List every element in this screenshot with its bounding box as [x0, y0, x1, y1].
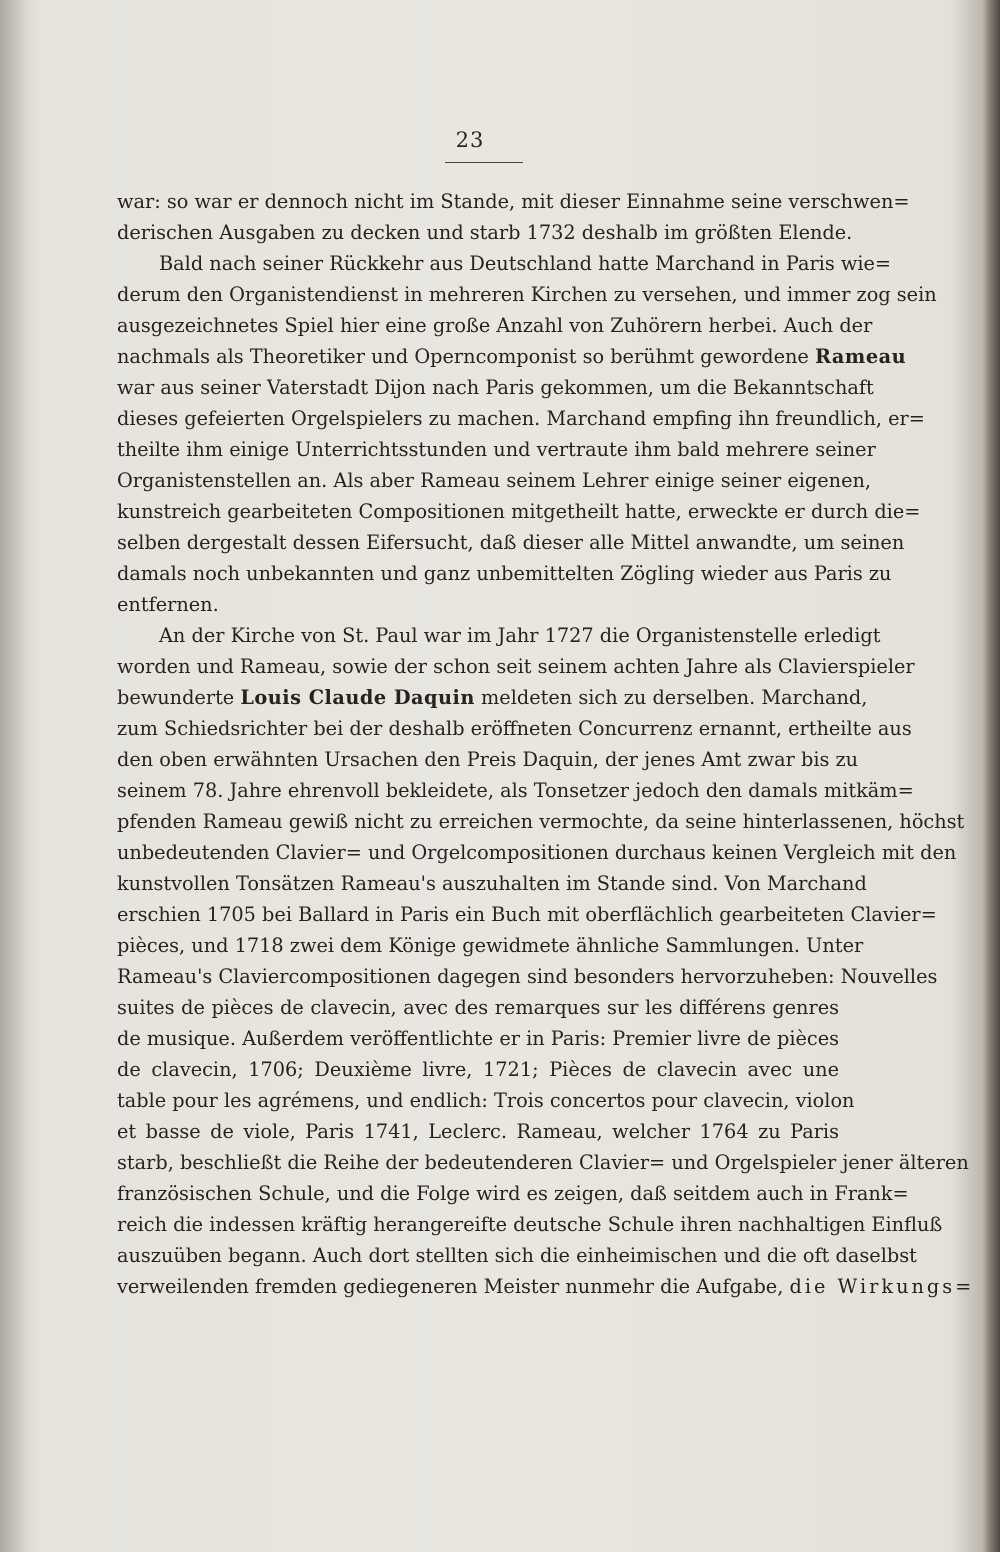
text-line	[117, 1271, 975, 1302]
page-edge-shadow	[982, 0, 1000, 1552]
text-run: verweilenden fremden gediegeneren Meister nunmehr die Aufgabe,	[117, 1275, 790, 1298]
text-line: selben dergestalt dessen Eifersucht, daß dieser alle Mittel anwandte, um seinen	[117, 531, 905, 554]
text-line: et basse de viole, Paris 1741, Leclerc. Rameau, welcher 1764 zu Paris	[117, 1120, 839, 1143]
text-line: französischen Schule, und die Folge wird es zeigen, daß seitdem auch in Frank=	[117, 1182, 909, 1205]
body-text	[117, 186, 975, 1302]
text-line: theilte ihm einige Unterrichtsstunden und vertraute ihm bald mehrere seiner	[117, 438, 876, 461]
text-line: pièces, und 1718 zwei dem Könige gewidmete ähnliche Sammlungen. Unter	[117, 934, 864, 957]
text-line: ausgezeichnetes Spiel hier eine große Anzahl von Zuhörern herbei. Auch der	[117, 314, 873, 337]
text-line: erschien 1705 bei Ballard in Paris ein Buch mit oberflächlich gearbeiteten Clavier=	[117, 903, 937, 926]
header-rule	[445, 162, 523, 163]
text-line: starb, beschließt die Reihe der bedeutenderen Clavier= und Orgelspieler jener älteren	[117, 1151, 969, 1174]
text-line: kunstreich gearbeiteten Compositionen mitgetheilt hatte, erweckte er durch die=	[117, 500, 921, 523]
binding-shadow	[0, 0, 26, 1552]
text-line: entfernen.	[117, 593, 219, 616]
text-line: unbedeutenden Clavier= und Orgelcompositionen durchaus keinen Vergleich mit den	[117, 841, 957, 864]
text-line: An der Kirche von St. Paul war im Jahr 1727 die Organistenstelle erledigt	[159, 624, 881, 647]
text-line: Rameau's Claviercompositionen dagegen sind besonders hervorzuheben: Nouvelles	[117, 965, 938, 988]
text-run: nachmals als Theoretiker und Operncomponist so berühmt gewordene	[117, 345, 815, 368]
text-line: den oben erwähnten Ursachen den Preis Daquin, der jenes Amt zwar bis zu	[117, 748, 859, 771]
text-line: Organistenstellen an. Als aber Rameau seinem Lehrer einige seiner eigenen,	[117, 469, 872, 492]
text-run: meldeten sich zu derselben. Marchand,	[474, 686, 868, 709]
text-line: table pour les agrémens, und endlich: Trois concertos pour clavecin, violon	[117, 1089, 855, 1112]
text-line: dieses gefeierten Orgelspielers zu machen. Marchand empfing ihn freundlich, er=	[117, 407, 925, 430]
text-line: war aus seiner Vaterstadt Dijon nach Paris gekommen, um die Bekanntschaft	[117, 376, 874, 399]
text-line: damals noch unbekannten und ganz unbemittelten Zögling wieder aus Paris zu	[117, 562, 892, 585]
text-line	[117, 682, 868, 713]
emphasized-name: Rameau	[814, 345, 907, 368]
text-line: kunstvollen Tonsätzen Rameau's auszuhalten im Stande sind. Von Marchand	[117, 872, 867, 895]
text-line: pfenden Rameau gewiß nicht zu erreichen vermochte, da seine hinterlassenen, höchst	[117, 810, 965, 833]
spaced-text: die Wirkungs=	[789, 1275, 975, 1298]
text-line: worden und Rameau, sowie der schon seit seinem achten Jahre als Clavierspieler	[117, 655, 915, 678]
text-line: suites de pièces de clavecin, avec des remarques sur les différens genres	[117, 996, 839, 1019]
emphasized-name: Louis Claude Daquin	[240, 686, 475, 709]
text-line	[117, 341, 907, 372]
text-line: derischen Ausgaben zu decken und starb 1732 deshalb im größten Elende.	[117, 221, 853, 244]
text-line: de clavecin, 1706; Deuxième livre, 1721; Pièces de clavecin avec une	[117, 1058, 839, 1081]
text-line: derum den Organistendienst in mehreren Kirchen zu versehen, und immer zog sein	[117, 283, 937, 306]
text-line: zum Schiedsrichter bei der deshalb eröffneten Concurrenz ernannt, ertheilte aus	[117, 717, 912, 740]
text-line: war: so war er dennoch nicht im Stande, mit dieser Einnahme seine verschwen=	[117, 190, 910, 213]
text-line: Bald nach seiner Rückkehr aus Deutschland hatte Marchand in Paris wie=	[159, 252, 892, 275]
text-line: reich die indessen kräftig herangereifte deutsche Schule ihren nachhaltigen Einfluß	[117, 1213, 943, 1236]
text-line: seinem 78. Jahre ehrenvoll bekleidete, als Tonsetzer jedoch den damals mitkäm=	[117, 779, 914, 802]
text-run: bewunderte	[117, 686, 241, 709]
text-line: de musique. Außerdem veröffentlichte er in Paris: Premier livre de pièces	[117, 1027, 840, 1050]
text-line: auszuüben begann. Auch dort stellten sich die einheimischen und die oft daselbst	[117, 1244, 917, 1267]
page-number: 23	[455, 128, 485, 152]
